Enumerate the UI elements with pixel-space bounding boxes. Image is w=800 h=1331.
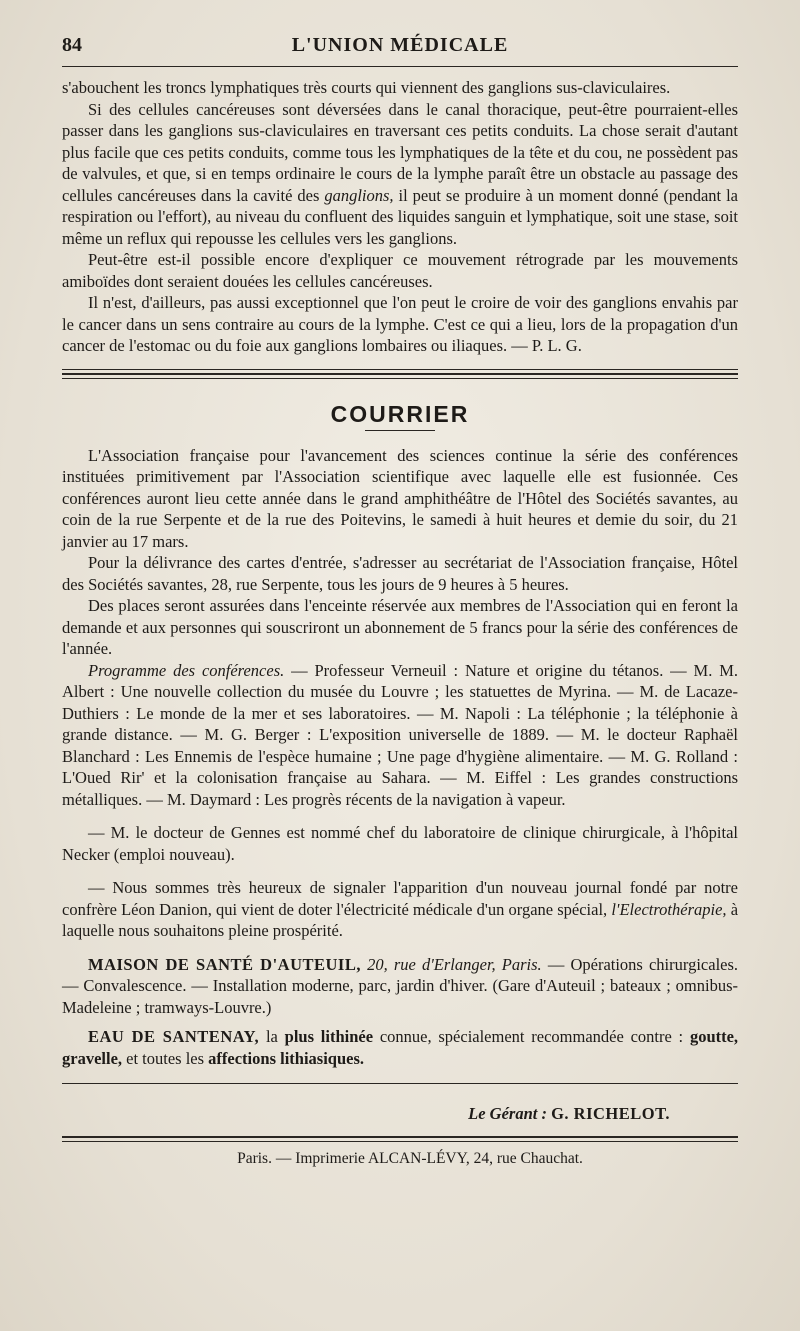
- courrier-paragraph-5: — M. le docteur de Gennes est nommé chef du laboratoire de clinique chirurgicale, à l'hôpital Necker (emploi nouveau).: [62, 823, 738, 864]
- ad-maison-name: MAISON DE SANTÉ D'AUTEUIL,: [88, 954, 361, 974]
- section-divider-double: [62, 373, 738, 379]
- ad-eau-bold-3: affections lithiasiques.: [208, 1048, 365, 1068]
- ad-eau-text-2: connue, spécialement recommandée contre :: [379, 1027, 684, 1046]
- spacer: [62, 1018, 738, 1026]
- section-divider: [62, 369, 738, 370]
- courrier-heading: [62, 401, 738, 431]
- courrier-paragraph-6: [62, 877, 738, 942]
- courrier-paragraph-3: Des places seront assurées dans l'enceinte réservée aux membres de l'Association qui en feront la demande et aux personnes qui souscriront un abonnement de 5 francs pour la série des conférences de l'année.: [62, 596, 738, 658]
- article-paragraph-1: s'abouchent les troncs lymphatiques très courts qui viennent des ganglions sus-claviculaires.: [62, 78, 671, 97]
- ad-eau-name: EAU DE SANTENAY,: [88, 1027, 260, 1046]
- ad-eau-text-1: la: [265, 1027, 278, 1046]
- footer: [62, 1136, 738, 1168]
- printer-imprint: Paris. — Imprimerie ALCAN-LÉVY, 24, rue Chauchat.: [237, 1150, 583, 1167]
- signature-name: G. RICHELOT.: [551, 1104, 670, 1123]
- courrier-paragraph-6-end: à laquelle nous souhaitons pleine prospérité.: [62, 899, 739, 940]
- ad-maison-de-sante: [62, 954, 738, 1019]
- advertisements: [62, 954, 738, 1070]
- article-continuation: [62, 77, 738, 357]
- courrier-paragraph-6-text: — Nous sommes très heureux de signaler l'apparition d'un nouveau journal fondé par notre confrère Léon Danion, qui vient de doter l'électricité médicale d'un organe spécial,: [62, 878, 738, 919]
- signature-label: Le Gérant :: [468, 1104, 547, 1123]
- header-rule: [62, 66, 738, 67]
- page-header: [62, 30, 738, 64]
- ad-eau-bold-1: plus lithinée: [284, 1027, 374, 1046]
- article-paragraph-3: Peut-être est-il possible encore d'expliquer ce mouvement rétrograde par les mouvements amiboïdes dont seraient douées les cellules cancéreuses.: [62, 250, 738, 291]
- section-title-rule: [365, 430, 435, 431]
- ad-maison-address: 20, rue d'Erlanger, Paris.: [367, 954, 542, 974]
- spacer: [62, 865, 738, 877]
- article-paragraph-4: Il n'est, d'ailleurs, pas aussi exceptionnel que l'on peut le croire de voir des ganglions envahis par le cancer dans un sens contraire au cours de la lymphe. C'est ce qui a lieu, lors de la propagation d'un cancer de l'estomac ou du foie aux ganglions lombaires ou iliaques. — P. L. G.: [62, 293, 738, 355]
- spacer: [62, 942, 738, 954]
- journal-title: L'UNION MÉDICALE: [291, 34, 509, 56]
- article-paragraph-2-end: il peut se produire à un moment donné (pendant la respiration ou l'effort), au niveau du confluent des liquides sanguin et lymphatique, soit une stase, soit même un reflux qui repousse les cellules vers les ganglions.: [62, 185, 738, 248]
- courrier-paragraph-4: [62, 660, 738, 811]
- courrier-paragraph-1: L'Association française pour l'avancement des sciences continue la série des conférences instituées primitivement par l'Association scientifique avec laquelle elle est fusionnée. Ces conférences auront lieu cette année dans le grand amphithéâtre de l'Hôtel des Sociétés savantes, au coin de la rue Serpente et de la rue des Poitevins, le samedi à huit heures et demie du soir, du 21 janvier au 17 mars.: [62, 445, 738, 551]
- article-paragraph-2-italic: ganglions,: [324, 185, 394, 205]
- courrier-section: [62, 445, 738, 942]
- journal-name: l'Electrothérapie,: [611, 899, 727, 919]
- footer-rule: [62, 1136, 738, 1142]
- article-paragraph-2-text: Si des cellules cancéreuses sont déversées dans le canal thoracique, peut-être pourraient-elles passer dans les ganglions sus-claviculaires en traversant ces petits conduits. La chose serait d'autant plus facile que ces petits conduits, comme tous les lymphatiques de la tête et du cou, ne possèdent pas de valvules, et que, si en temps ordinaire le cours de la lymphe paraît être un obstacle au passage des cellules cancéreuses dans la cavité des: [62, 99, 738, 205]
- ad-maison-text: — Opérations chirurgicales. — Convalescence. — Installation moderne, parc, jardin d'hiver. (Gare d'Auteuil ; bateaux ; omnibus-Madeleine ; tramways-Louvre.): [62, 954, 739, 1017]
- article-paragraph-2: [62, 99, 738, 250]
- ad-eau-de-santenay: [62, 1026, 738, 1069]
- courrier-paragraph-2: Pour la délivrance des cartes d'entrée, s'adresser au secrétariat de l'Association française, Hôtel des Sociétés savantes, 28, rue Serpente, tous les jours de 9 heures à 5 heures.: [62, 553, 738, 594]
- signature-rule: [62, 1083, 738, 1084]
- page-number: 84: [62, 34, 82, 56]
- section-title: COURRIER: [330, 400, 470, 427]
- programme-text: — Professeur Verneuil : Nature et origine du tétanos. — M. M. Albert : Une nouvelle collection du musée du Louvre ; les statuettes de Myrina. — M. de Lacaze-Duthiers : Le monde de la mer et ses laboratoires. — M. Napoli : La téléphonie ; la téléphonie à grande distance. — M. G. Berger : L'exposition universelle de 1889. — M. le docteur Raphaël Blanchard : Les Ennemis de l'espèce humaine ; Une page d'hygiène alimentaire. — M. G. Rolland : L'Oued Rir' et la colonisation française au Sahara. — M. Eiffel : Les grandes constructions métalliques. — M. Daymard : Les progrès récents de la navigation à vapeur.: [62, 660, 739, 809]
- spacer: [62, 810, 738, 822]
- ad-eau-text-3: et toutes les: [126, 1048, 205, 1068]
- signature: [62, 1104, 738, 1124]
- ad-eau-bold-2: goutte, gravelle,: [62, 1027, 739, 1068]
- programme-label: Programme des conférences.: [88, 660, 285, 680]
